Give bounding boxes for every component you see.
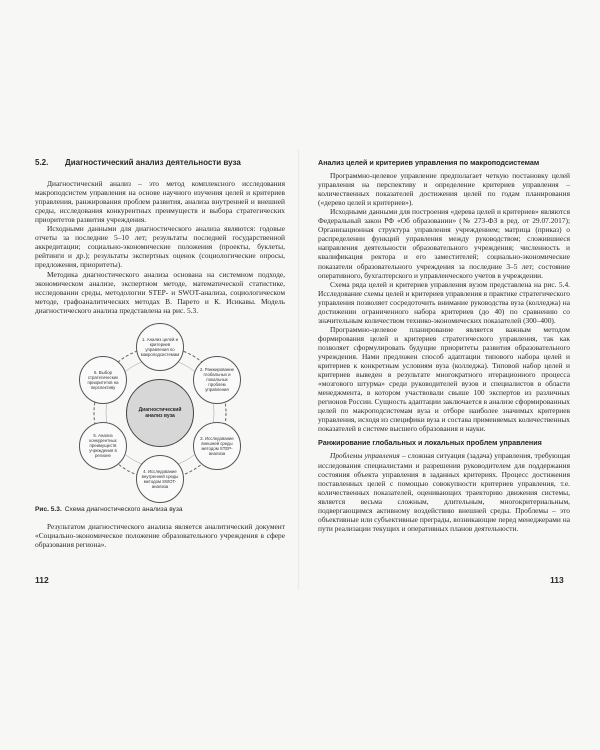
diagram-node-2: 2. Ранжирование глобальных и локальных проблем управления — [193, 356, 241, 404]
subheading-problem-ranking: Ранжирование глобальных и локальных проблем управления — [318, 438, 542, 448]
term-italic: Проблемы управления — [330, 451, 400, 461]
section-title: Диагностический анализ деятельности вуза — [65, 158, 241, 167]
figure-caption — [35, 505, 285, 514]
left-page-content — [35, 158, 285, 549]
diagram-center-node: Диагностический анализ вуза — [126, 379, 194, 447]
figure-caption-label: Рис. 5.3. — [35, 505, 62, 513]
diagram-node-1: 1. Анализ целей и критериев управления по макроподсистемам — [136, 323, 184, 371]
section-number: 5.2. — [35, 158, 49, 167]
page-number-left: 112 — [35, 575, 49, 585]
figure-caption-text: Схема диагностического анализа вуза — [64, 505, 183, 513]
diagram-node-6: 6. Выбор стратегических приоритетов на перспективу — [79, 356, 127, 404]
paragraph: Диагностический анализ – это метод комплексного исследования макроподсистем управления на основе научного изучения целей и критериев управления, ранжирования проблем развития, анализа внутренней и внешней среды, исследования конкурентных преимуществ и выбора стратегических приоритетов развития учреждения. — [35, 179, 285, 225]
paragraph — [318, 451, 570, 532]
page-number-right: 113 — [550, 575, 564, 585]
subheading-goals-criteria: Анализ целей и критериев управления по макроподсистемам — [318, 158, 540, 167]
diagram-node-4: 4. Исследование внутренней среды методом SWOT-анализа — [136, 455, 184, 503]
paragraph: Методика диагностического анализа основана на системном подходе, экономическом анализе, экспертном методе, математической статистике, исследовании среды, методологии STEP- и SWOT-анализа, социологическом методе, графоаналитических методах В. Парето и К. Исикавы. Модель диагностического анализа представлена на рис. 5.3. — [35, 269, 285, 315]
paragraph-rest: – сложная ситуация (задача) управления, требующая исследования специалистами и разрешения руководителем для поддержания состояния объекта управления в заданных критериях. Процесс достижения поставленных целей с помощью совокупности критериев управления, т.е. количественных показателей, оценивающих траекторию движения системы, является весьма сложным, длительным, многокритериальным, подвергающимся активному воздействию внешней среды. Проблемы – это объективные или субъективные преграды, возникающие перед менеджерами на пути реализации текущих и оперативных планов деятельности. — [318, 451, 570, 533]
paragraph: Программно-целевое управление предполагает четкую постановку целей управления на перспективу и определение критериев управления – количественных показателей достижения целей по годам планирования («дерево целей и критериев»). — [318, 171, 570, 208]
paragraph: Программно-целевое планирование является важным методом формирования целей и критериев стратегического управления, так как позволяет сформулировать будущие приоритеты развития образовательного учреждения. Нами предложен способ адаптации типового набора целей и критериев к конкретным условиям вуза (колледжа). Типовой набор целей и критериев выведен в результате многократного итерационного процесса «мозгового штурма» среди руководителей вузов и специалистов в области менеджмента, в котором участвовали свыше 100 экспертов из различных регионов России. Сущность адаптации заключается в анализе сформированных целей по макроподсистемам вуза и отборе наиболее значимых критериев управления, исходя из специфики вуза и состава применяемых количественных показателей в системе высшего образования и науки. — [318, 324, 570, 434]
paragraph: Исходными данными для диагностического анализа являются: годовые отчеты за последние 5–10 лет; результаты последней государственной аккредитации; социально-экономические положения (проекты, буклеты, рейтинги и др.); результаты экспертных оценок (социологические опросы, предложения, приоритеты). — [35, 224, 285, 270]
right-page — [300, 0, 600, 750]
diagram-node-5: 5. Анализ конкурентных преимуществ учреждения в регионе — [79, 422, 127, 470]
section-heading — [35, 158, 285, 167]
right-page-content — [318, 158, 570, 533]
diagram-node-3: 3. Исследование внешней среды методом STEP-анализа — [193, 422, 241, 470]
diagnostic-analysis-diagram — [70, 323, 250, 503]
paragraph: Результатом диагностического анализа является аналитический документ «Социально-экономическое положение образовательного учреждения в сфере образования региона». — [35, 521, 285, 549]
paragraph: Схема ряда целей и критериев управления вузом представлена на рис. 5.4. Исследование схемы целей и критериев управления в практике стратегического управления позволяет сосредоточить внимание руководства вуза (колледжа) на достижении ограниченного набора критериев (до 40) по сравнению со значительным количеством технико-экономических показателей (300–400). — [318, 279, 570, 325]
paragraph: Исходными данными для построения «дерева целей и критериев» являются Федеральный закон РФ «Об образовании» (№ 273-ФЗ в ред. от 29.07.2017); Организационная структура управления учреждением; матрица (приказ) о распределении функций управления между руководством; сложившиеся направления деятельности образовательного учреждения; численность и квалификация ректора и его заместителей; социально-экономические показатели образовательного учреждения за последние 3–5 лет; состояние оперативного, бухгалтерского и управленческого учетов в учреждении. — [318, 207, 570, 280]
